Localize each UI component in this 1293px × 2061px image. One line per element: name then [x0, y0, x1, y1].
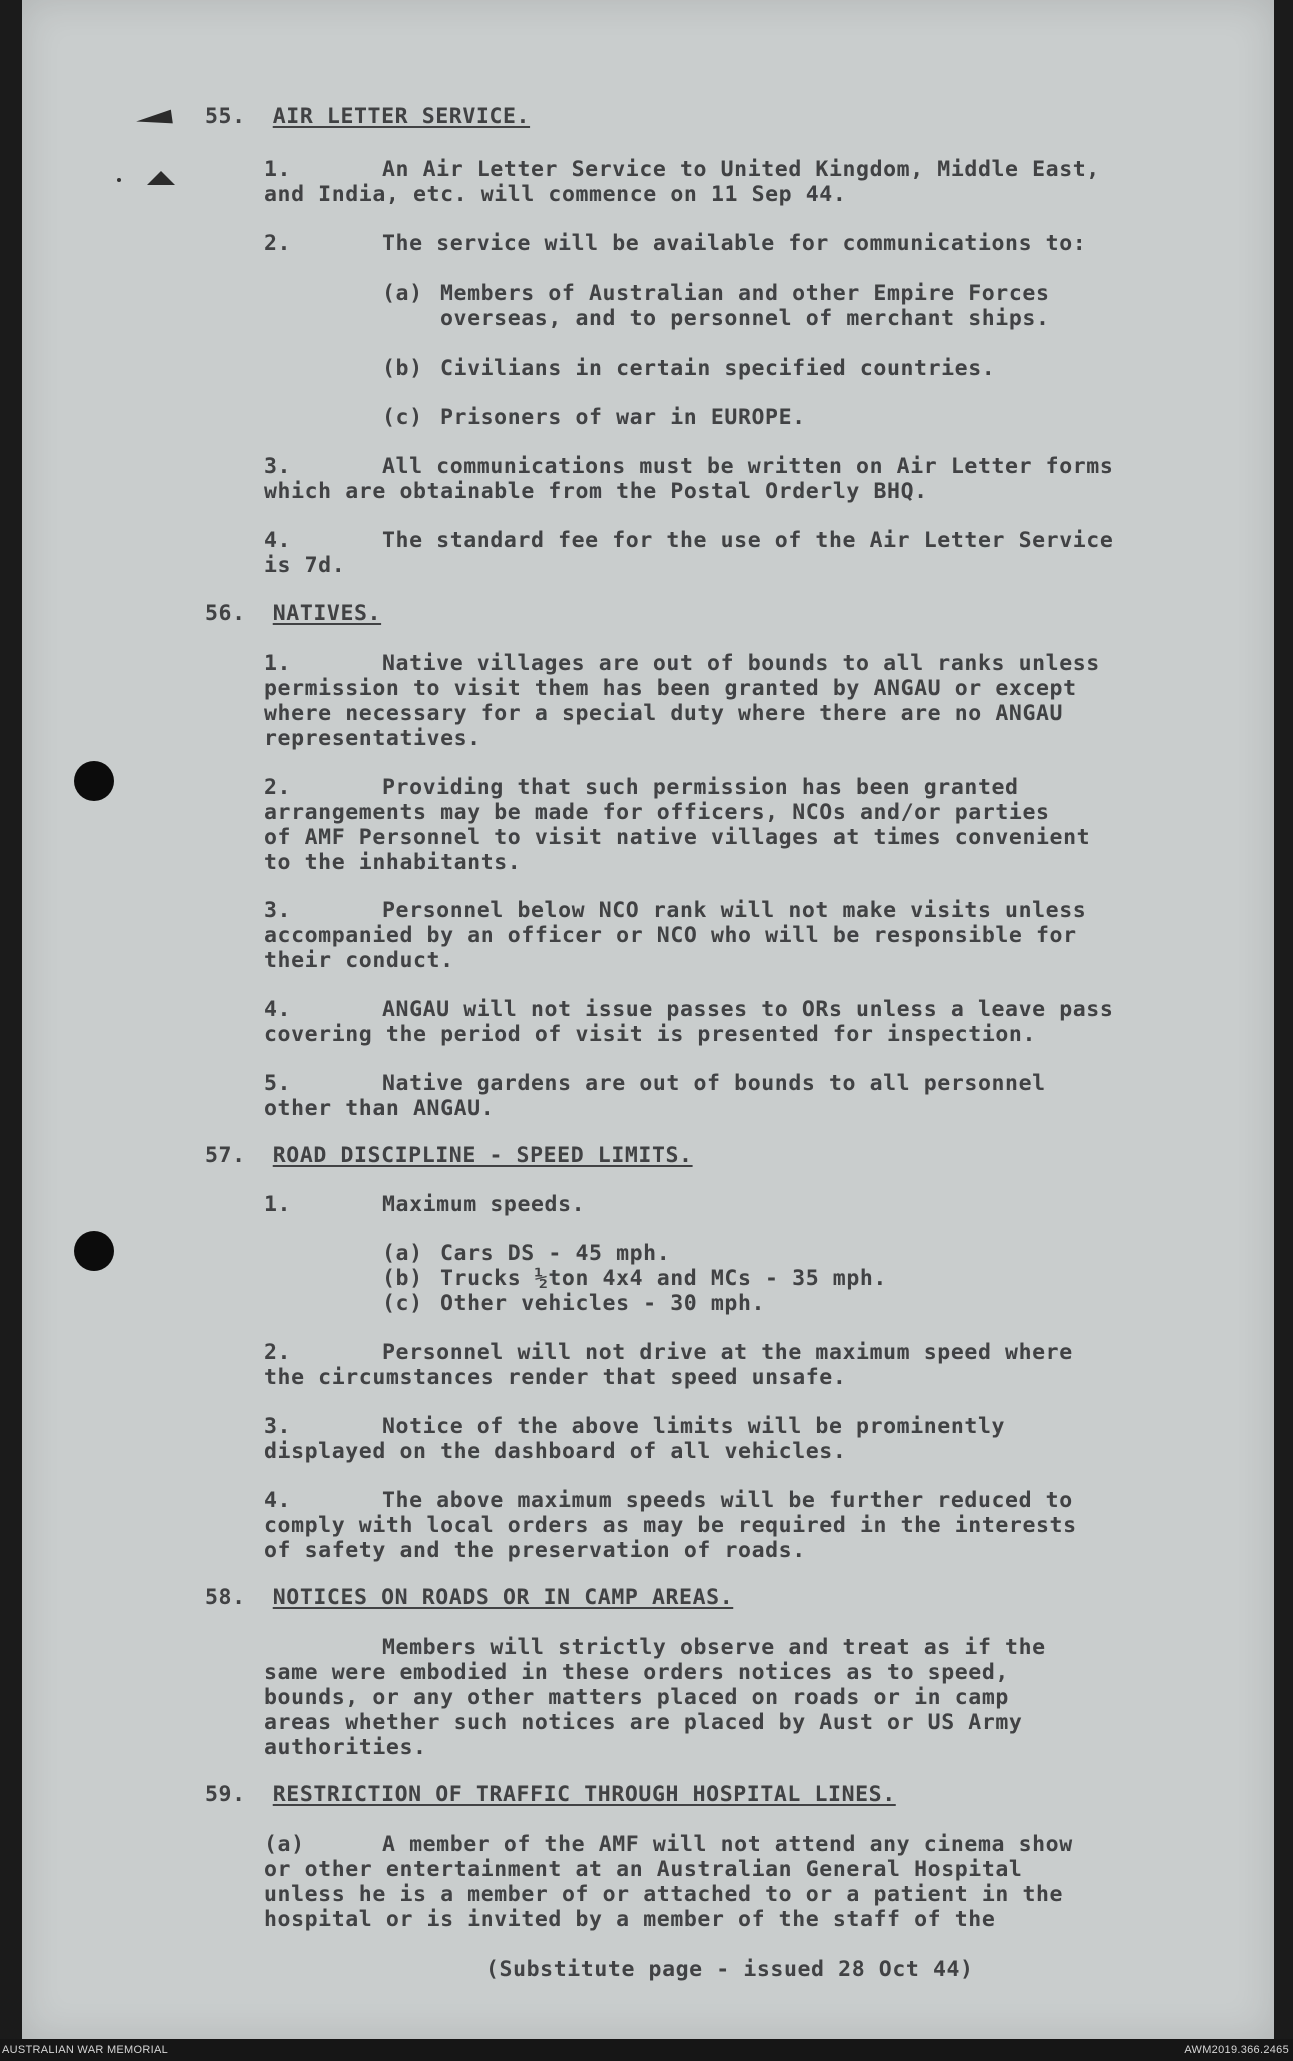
section-heading	[205, 1143, 693, 1168]
section-number: 55.	[205, 104, 246, 129]
paragraph-label: (b)	[382, 356, 423, 381]
paragraph-text: displayed on the dashboard of all vehicles.	[264, 1439, 847, 1464]
paragraph-text: Native gardens are out of bounds to all personnel	[382, 1071, 1046, 1096]
paragraph-text: An Air Letter Service to United Kingdom, Middle East,	[382, 157, 1100, 182]
section-title: NOTICES ON ROADS OR IN CAMP AREAS.	[272, 1585, 734, 1610]
paragraph-text: Native villages are out of bounds to all ranks unless	[382, 651, 1100, 676]
paragraph-text: comply with local orders as may be required in the interests	[264, 1513, 1077, 1538]
paragraph-text: the circumstances render that speed unsafe.	[264, 1365, 847, 1390]
paragraph-text: areas whether such notices are placed by Aust or US Army	[264, 1710, 1023, 1735]
paragraph-text: arrangements may be made for officers, NCOs and/or parties	[264, 800, 1050, 825]
paragraph-label: 4.	[264, 997, 292, 1022]
paragraph-label: (c)	[382, 1291, 423, 1316]
paragraph-text: The standard fee for the use of the Air Letter Service	[382, 528, 1114, 553]
paragraph-label: 1.	[264, 651, 292, 676]
paragraph-text: Trucks ½ton 4x4 and MCs - 35 mph.	[440, 1266, 887, 1291]
paragraph-label: 4.	[264, 528, 292, 553]
paragraph-text: Maximum speeds.	[382, 1192, 586, 1217]
paragraph-text: is 7d.	[264, 553, 346, 578]
paragraph-text: A member of the AMF will not attend any cinema show	[382, 1832, 1073, 1857]
paragraph-text: Members of Australian and other Empire Forces	[440, 281, 1050, 306]
paragraph-label: (a)	[382, 281, 423, 306]
paragraph-text: Other vehicles - 30 mph.	[440, 1291, 766, 1316]
paragraph-text: and India, etc. will commence on 11 Sep 44.	[264, 182, 847, 207]
section-title: NATIVES.	[272, 601, 382, 626]
section-title: RESTRICTION OF TRAFFIC THROUGH HOSPITAL LINES.	[272, 1782, 896, 1807]
paragraph-label: 5.	[264, 1071, 292, 1096]
paragraph-text: Civilians in certain specified countries.	[440, 356, 996, 381]
punch-hole-bottom	[74, 1231, 114, 1271]
paragraph-text: Prisoners of war in EUROPE.	[440, 405, 806, 430]
paragraph-text: of safety and the preservation of roads.	[264, 1538, 806, 1563]
paragraph-text: of AMF Personnel to visit native villages at times convenient	[264, 825, 1091, 850]
section-heading	[205, 104, 530, 129]
paragraph-label: (a)	[264, 1832, 305, 1857]
section-number: 59.	[205, 1782, 246, 1807]
section-heading	[205, 1782, 896, 1807]
section-number: 57.	[205, 1143, 246, 1168]
paragraph-text: or other entertainment at an Australian General Hospital	[264, 1857, 1023, 1882]
paragraph-label: (a)	[382, 1241, 423, 1266]
archive-reference: AWM2019.366.2465	[1184, 2044, 1289, 2056]
paragraph-label: 2.	[264, 231, 292, 256]
paragraph-text: their conduct.	[264, 948, 454, 973]
section-number: 58.	[205, 1585, 246, 1610]
paragraph-text: Personnel will not drive at the maximum speed where	[382, 1340, 1073, 1365]
paragraph-text: Members will strictly observe and treat as if the	[382, 1635, 1046, 1660]
section-title: AIR LETTER SERVICE.	[272, 104, 531, 129]
archive-credit: AUSTRALIAN WAR MEMORIAL	[2, 2044, 169, 2056]
paragraph-text: to the inhabitants.	[264, 850, 522, 875]
paragraph-text: authorities.	[264, 1735, 427, 1760]
paragraph-text: bounds, or any other matters placed on roads or in camp	[264, 1685, 1009, 1710]
section-number: 56.	[205, 601, 246, 626]
paragraph-label: 3.	[264, 1414, 292, 1439]
section-title: ROAD DISCIPLINE - SPEED LIMITS.	[272, 1143, 693, 1168]
paragraph-text: Providing that such permission has been granted	[382, 775, 1019, 800]
paragraph-text: Cars DS - 45 mph.	[440, 1241, 671, 1266]
punch-hole-top	[74, 761, 114, 801]
section-heading	[205, 601, 381, 626]
paragraph-text: permission to visit them has been granted by ANGAU or except	[264, 676, 1077, 701]
paragraph-label: 3.	[264, 898, 292, 923]
paragraph-label: (b)	[382, 1266, 423, 1291]
paragraph-text: The above maximum speeds will be further reduced to	[382, 1488, 1073, 1513]
paragraph-label: 1.	[264, 157, 292, 182]
paragraph-label: (c)	[382, 405, 423, 430]
paragraph-text: other than ANGAU.	[264, 1096, 495, 1121]
margin-dot-mark	[117, 178, 121, 182]
paragraph-text: The service will be available for communications to:	[382, 231, 1087, 256]
paragraph-label: 2.	[264, 1340, 292, 1365]
archive-footer-bar	[0, 2039, 1293, 2061]
paragraph-text: unless he is a member of or attached to or a patient in the	[264, 1882, 1064, 1907]
paragraph-text: Notice of the above limits will be prominently	[382, 1414, 1006, 1439]
margin-arrow-mark	[147, 171, 175, 185]
section-heading	[205, 1585, 733, 1610]
paragraph-text: covering the period of visit is presented for inspection.	[264, 1022, 1037, 1047]
paragraph-text: where necessary for a special duty where there are no ANGAU	[264, 701, 1064, 726]
paragraph-text: hospital or is invited by a member of the staff of the	[264, 1907, 996, 1932]
paragraph-text: overseas, and to personnel of merchant ships.	[440, 306, 1050, 331]
paragraph-label: 1.	[264, 1192, 292, 1217]
paragraph-text: accompanied by an officer or NCO who will be responsible for	[264, 923, 1077, 948]
paragraph-text: which are obtainable from the Postal Orderly BHQ.	[264, 479, 928, 504]
paragraph-label: 2.	[264, 775, 292, 800]
paragraph-text: same were embodied in these orders notices as to speed,	[264, 1660, 1009, 1685]
paragraph-label: 4.	[264, 1488, 292, 1513]
footer-note: (Substitute page - issued 28 Oct 44)	[486, 1957, 974, 1982]
paragraph-text: representatives.	[264, 726, 481, 751]
paragraph-text: Personnel below NCO rank will not make visits unless	[382, 898, 1087, 923]
paragraph-text: All communications must be written on Air Letter forms	[382, 454, 1114, 479]
paragraph-text: ANGAU will not issue passes to ORs unless a leave pass	[382, 997, 1114, 1022]
paragraph-label: 3.	[264, 454, 292, 479]
